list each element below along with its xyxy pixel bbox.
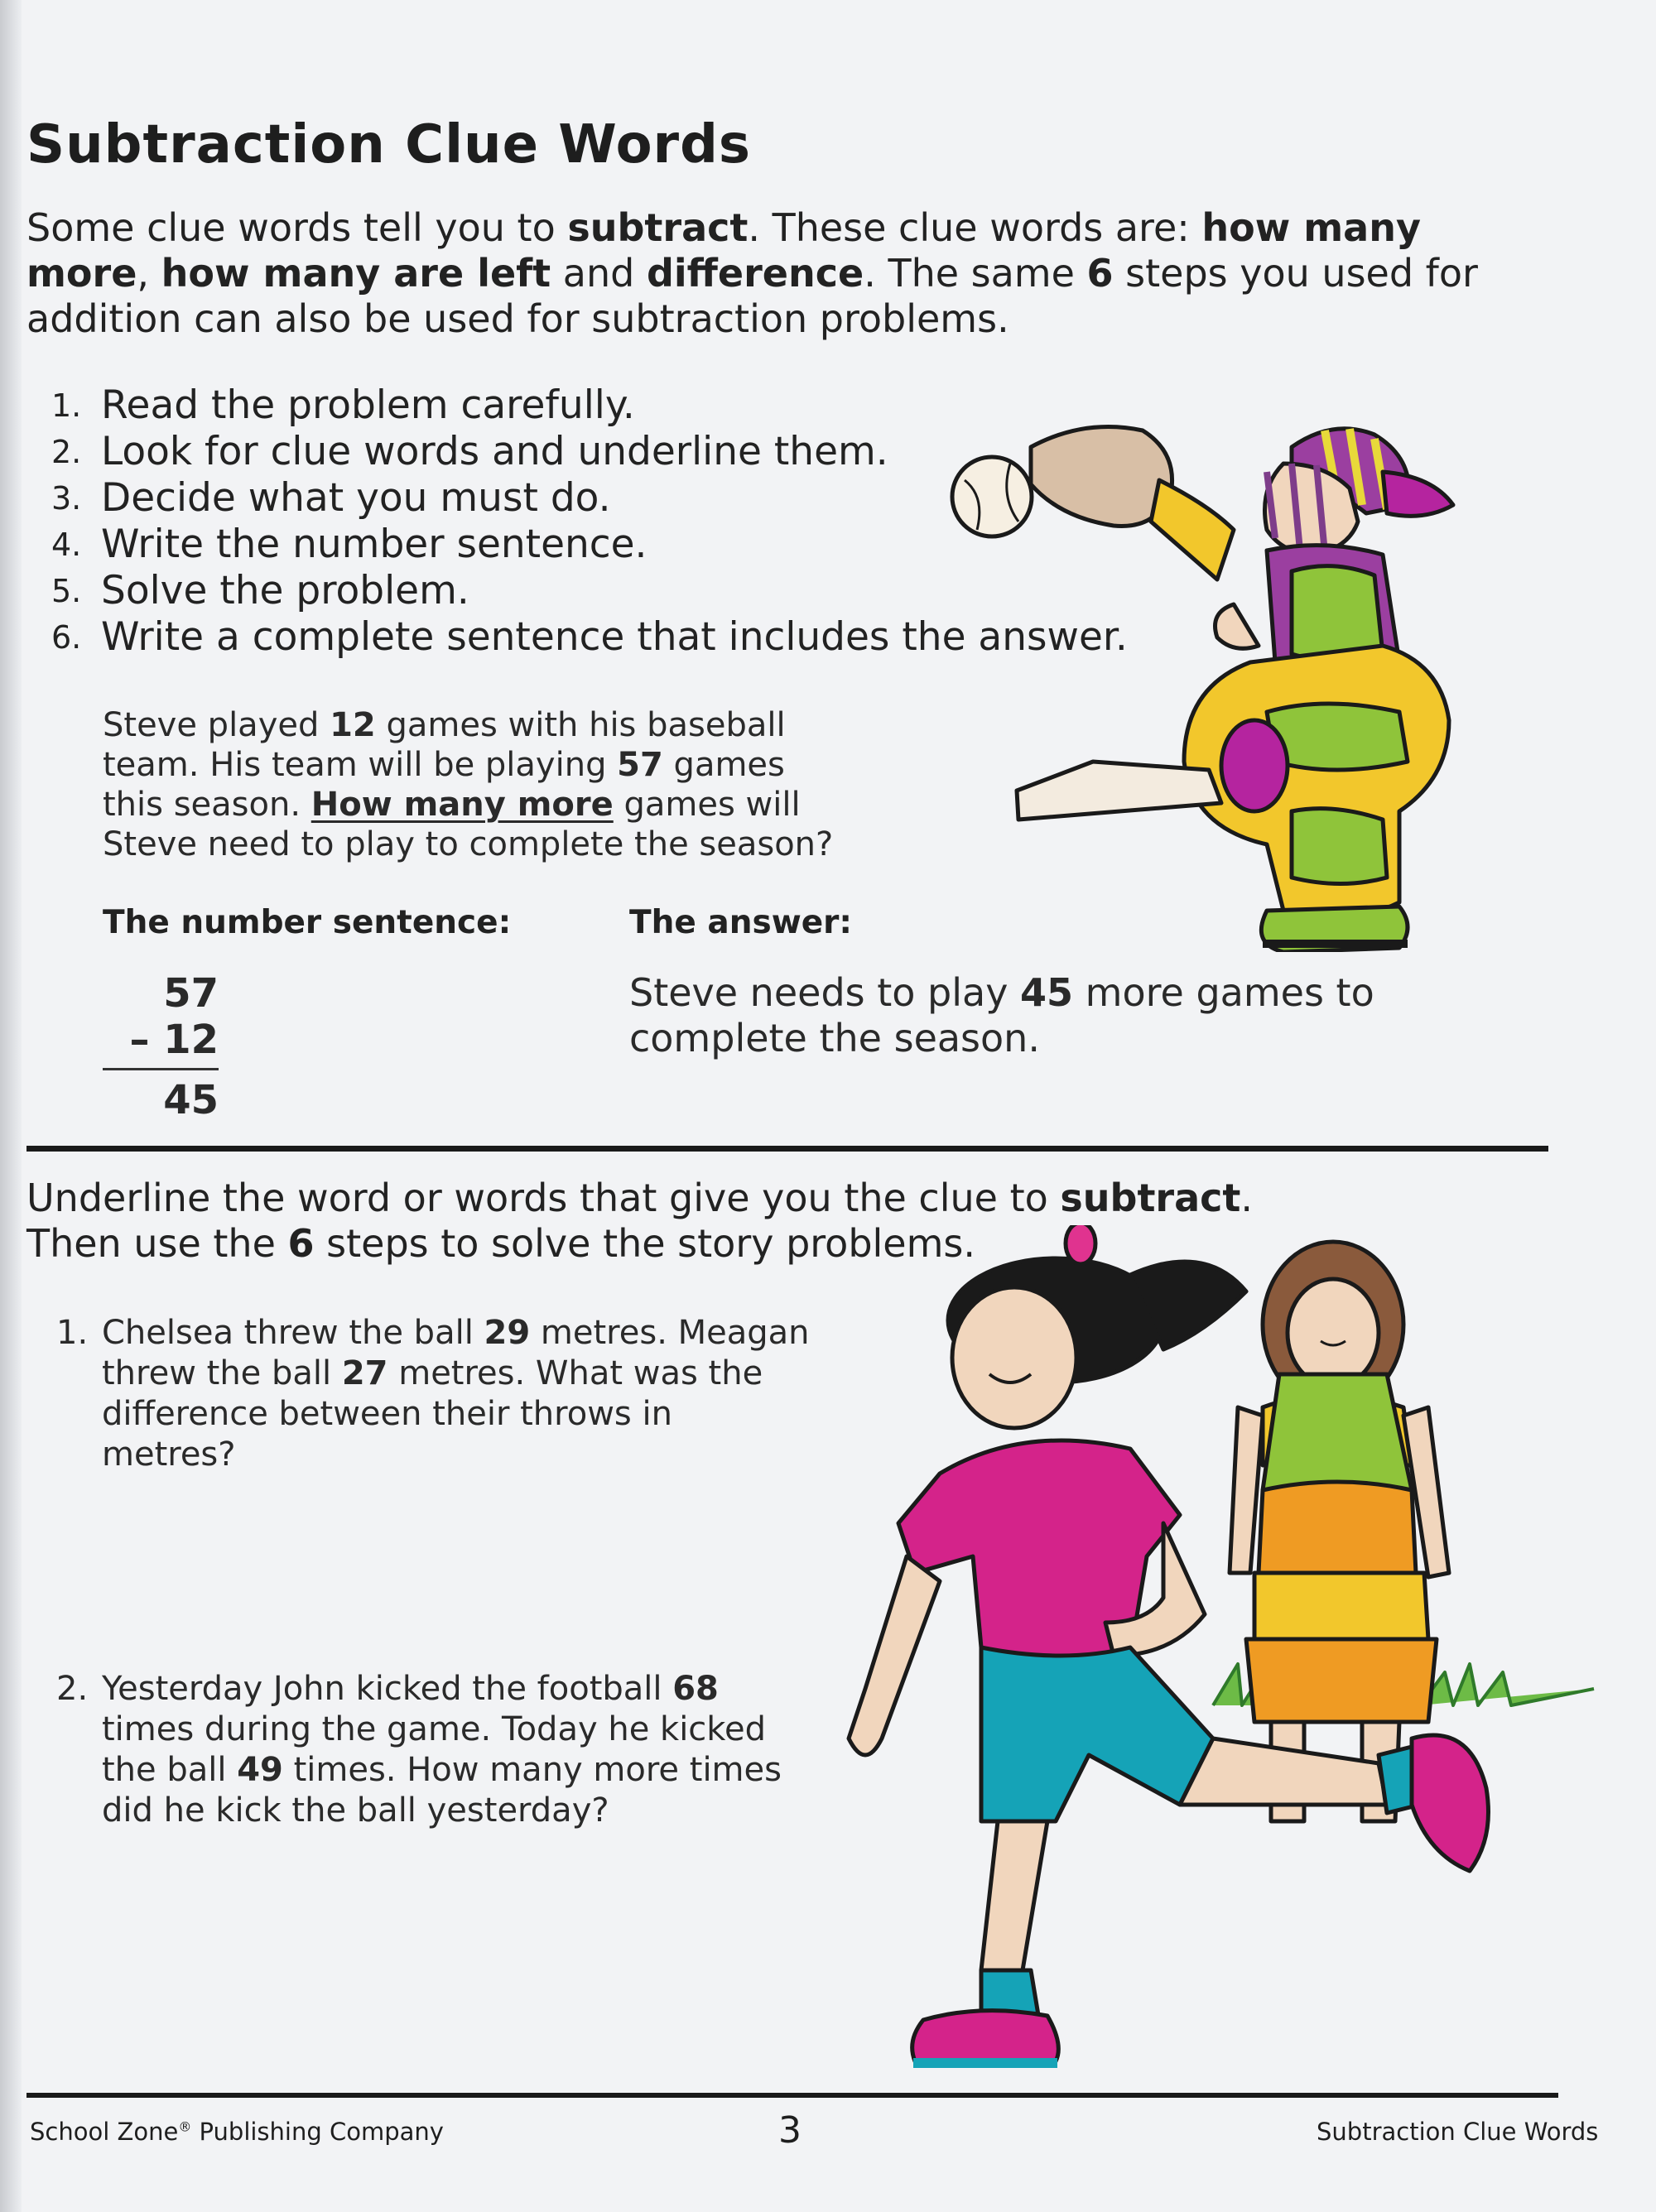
underlined-clue-word: How many more: [310, 786, 614, 824]
problem-segment: metres. What was the difference between their throws in metres?: [102, 1354, 763, 1474]
difference-result: 45: [163, 1077, 219, 1123]
footer-publisher: [30, 2118, 444, 2146]
shoe-icon: [912, 2011, 1059, 2061]
registered-mark: ®: [178, 2118, 192, 2135]
girls-playing-illustration: [816, 1225, 1602, 2086]
example-text: games with his baseball team. His team will be playing: [103, 706, 786, 784]
section-divider: [26, 1146, 1548, 1152]
footer-section-title: Subtraction Clue Words: [1317, 2118, 1599, 2146]
intro-text: Some clue words tell you to: [26, 205, 568, 250]
intro-keyword: subtract: [567, 205, 749, 250]
instruction-text: steps to solve the story problems.: [314, 1221, 976, 1266]
problem-text: [102, 1669, 814, 1831]
baseball-icon: [952, 457, 1032, 536]
problem-segment: Chelsea threw the ball: [102, 1314, 484, 1352]
baseball-catcher-illustration: [936, 414, 1466, 952]
step-text: Write a complete sentence that includes the answer.: [101, 614, 1128, 660]
problem-segment: Yesterday John kicked the football: [102, 1670, 673, 1708]
step-text: Write the number sentence.: [101, 522, 647, 567]
example-number: 57: [617, 746, 663, 784]
example-text: games this season.: [103, 746, 785, 824]
problem-segment: metres. Meagan threw the ball: [102, 1314, 810, 1392]
shoe-icon: [1412, 1735, 1489, 1871]
subtrahend: – 12: [129, 1017, 219, 1063]
story-problem-2: [56, 1669, 814, 1831]
intro-paragraph: [26, 205, 1500, 342]
intro-keyword: 6: [1086, 251, 1114, 296]
equation-line: [103, 1068, 219, 1070]
problem-segment: times. How many more times did he kick the ball yesterday?: [102, 1751, 782, 1830]
home-plate-icon: [1017, 762, 1221, 820]
instruction-keyword: 6: [287, 1221, 315, 1266]
answer-label: The answer:: [629, 904, 853, 941]
example-text: games will Steve need to play to complete the season?: [103, 786, 834, 863]
step-number: 1.: [51, 387, 82, 424]
step-number: 3.: [51, 480, 82, 517]
intro-text: ,: [137, 251, 161, 296]
problem-number-value: 27: [341, 1354, 388, 1392]
number-sentence-label: The number sentence:: [103, 904, 512, 941]
intro-text: steps you used for addition can also be used for subtraction problems.: [26, 251, 1478, 341]
example-problem: [103, 705, 848, 864]
step-number: 5.: [51, 573, 82, 609]
step-text: Solve the problem.: [101, 568, 469, 613]
problem-text: [102, 1313, 814, 1475]
publisher-name: School Zone: [30, 2118, 179, 2146]
step-number: 6.: [51, 619, 82, 656]
intro-keyword: difference: [646, 251, 864, 296]
page-edge: [0, 0, 22, 2212]
footer-divider: [26, 2093, 1558, 2098]
step-number: 4.: [51, 527, 82, 563]
problem-number-value: 68: [672, 1670, 719, 1708]
shorts: [981, 1647, 1213, 1821]
running-girl-face: [952, 1287, 1076, 1428]
publisher-name-rest: Publishing Company: [191, 2118, 444, 2146]
example-number: 12: [330, 706, 376, 744]
page-title: Subtraction Clue Words: [26, 114, 751, 176]
answer-number: 45: [1020, 970, 1074, 1015]
problem-number: 1.: [56, 1314, 89, 1352]
answer-text: Steve needs to play: [629, 970, 1021, 1015]
minuend: 57: [163, 970, 219, 1017]
step-text: Read the problem carefully.: [101, 382, 635, 428]
step-text: Look for clue words and underline them.: [101, 429, 888, 474]
instruction-text: Underline the word or words that give you the clue to: [26, 1176, 1061, 1220]
instruction-keyword: subtract: [1060, 1176, 1241, 1220]
problem-number-value: 49: [237, 1751, 283, 1789]
story-problem-1: [56, 1313, 814, 1475]
subtraction-equation: [103, 970, 219, 1123]
step-text: Decide what you must do.: [101, 475, 611, 521]
intro-text: . The same: [864, 251, 1087, 296]
page-number: 3: [778, 2109, 802, 2152]
problem-segment: times during the game. Today he kicked the ball: [102, 1710, 767, 1789]
example-text: Steve played: [103, 706, 330, 744]
problem-number-value: 29: [484, 1314, 531, 1352]
step-number: 2.: [51, 434, 82, 470]
answer-sentence: [629, 970, 1457, 1061]
problem-number: 2.: [56, 1670, 89, 1708]
intro-keyword: how many are left: [161, 251, 551, 296]
intro-text: . These clue words are:: [748, 205, 1202, 250]
instruction-text: Then use the: [26, 1221, 288, 1266]
instruction-text: .: [1240, 1176, 1254, 1220]
answer-text: more games to complete the season.: [629, 970, 1374, 1060]
intro-text: and: [551, 251, 647, 296]
intro-keyword: how many more: [26, 205, 1421, 296]
